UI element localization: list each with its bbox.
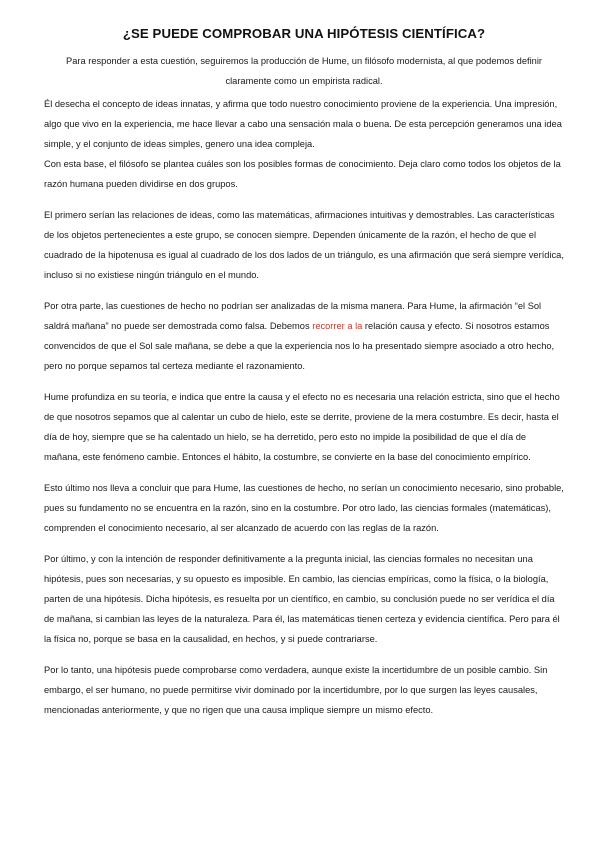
paragraph-2: Con esta base, el filósofo se plantea cuáles son los posibles formas de conocimiento. Deja claro como todos los objetos de la razón humana pueden dividirse en dos grupos.: [44, 159, 561, 189]
paragraph-6: Esto último nos lleva a concluir que para Hume, las cuestiones de hecho, no serían un conocimiento necesario, sino probable, pues su fundamento no se encuentra en la razón, sino en la costumbre. Por otro lado, las ciencias formales (matemáticas), comprenden el conocimiento necesario, al ser alcanzado de acuerdo con las reglas de la razón.: [44, 483, 564, 533]
intro-paragraph: Para responder a esta cuestión, seguiremos la producción de Hume, un filósofo modernista, al que podemos definir claramente como un empirista radical.: [66, 56, 542, 86]
paragraph-1: Él desecha el concepto de ideas innatas, y afirma que todo nuestro conocimiento proviene de la experiencia. Una impresión, algo que vivo en la experiencia, me hace llevar a cabo una sensación mala o buena. De esta percepción generamos una idea simple, y el conjunto de ideas simples, genero una idea compleja.: [44, 99, 562, 149]
highlighted-phrase: recorrer a la: [312, 321, 363, 331]
paragraph-4-before: Por otra parte, las cuestiones de hecho no podrían ser analizadas de la misma manera. Para Hume, la afirmación “el Sol saldrá mañana” no puede ser demostrada como falsa. Debemos: [44, 301, 542, 331]
document-page: [44, 26, 564, 731]
paragraph-8: Por lo tanto, una hipótesis puede comprobarse como verdadera, aunque existe la incertidumbre de un posible cambio. Sin embargo, el ser humano, no puede permitirse vivir dominado por la incertidumbre, por lo que surgen las leyes causales, mencionadas anteriormente, y que no rigen que una causa implique siempre un mismo efecto.: [44, 665, 548, 715]
page-title: ¿SE PUEDE COMPROBAR UNA HIPÓTESIS CIENTÍFICA?: [122, 26, 486, 41]
paragraph-5: Hume profundiza en su teoría, e indica que entre la causa y el efecto no es necesaria una relación estricta, sino que el hecho de que nosotros sepamos que al calentar un cubo de hielo, este se derrite, proviene de la mera costumbre. Es decir, hasta el día de hoy, siempre que se ha calentado un hielo, se ha derretido, pero esto no impide la posibilidad de que el día de mañana, este fenómeno cambie. Entonces el hábito, la costumbre, se convierte en la base del conocimiento empírico.: [44, 392, 560, 462]
paragraph-7: Por último, y con la intención de responder definitivamente a la pregunta inicial, las ciencias formales no necesitan una hipótesis, pues son necesarias, y su opuesto es imposible. En cambio, las ciencias empíricas, como la física, o la biología, parten de una hipótesis. Dicha hipótesis, es resuelta por un científico, en cambio, su conclusión puede no ser verídica el día de mañana, si cambian las leyes de la naturaleza. Para él, las matemáticas tienen certeza y evidencia científica. Pero para él la física no, porque se basa en la causalidad, en hechos, y si puede contrariarse.: [44, 554, 560, 644]
paragraph-3: El primero serían las relaciones de ideas, como las matemáticas, afirmaciones intuitivas y demostrables. Las características de los objetos pertenecientes a este grupo, se conocen siempre. Dependen únicamente de la razón, el hecho de que el cuadrado de la hipotenusa es igual al cuadrado de los dos lados de un triángulo, es una afirmación que será siempre verídica, incluso si no existiese ningún triángulo en el mundo.: [44, 210, 564, 280]
paragraph-4: [44, 296, 564, 376]
paragraph-4-after: relación causa y efecto. Si nosotros estamos convencidos de que el Sol sale mañana, se debe a que la experiencia nos lo ha presentado siempre asociado a otro hecho, pero no porque sepamos tal certeza mediante el razonamiento.: [44, 321, 555, 371]
